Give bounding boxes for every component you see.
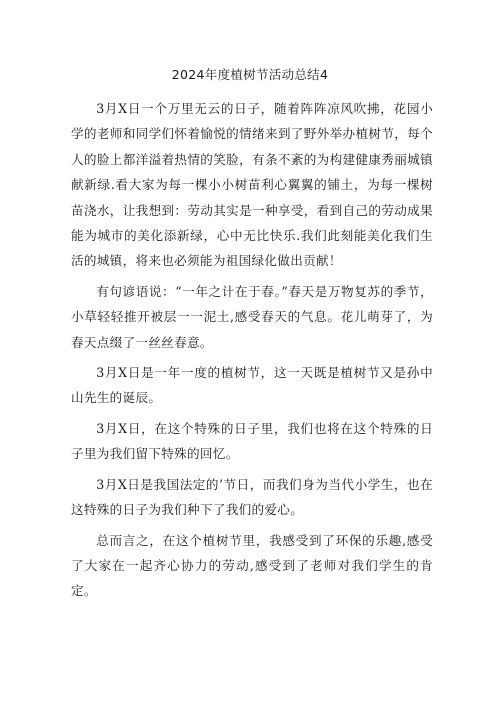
paragraph-conclusion: 总而言之，在这个植树节里，我感受到了环保的乐趣,感受了大家在一起齐心协力的劳动,感受到了老师对我们学生的肯定。 [71, 532, 433, 599]
paragraph-festival: 3月X日是我国法定的’节日，而我们身为当代小学生，也在这特殊的日子为我们种下了我们的爱心。 [71, 476, 433, 518]
paragraph-intro: 3月X日一个万里无云的日子，随着阵阵凉风吹拂，花园小学的老师和同学们怀着愉悦的情绪来到了野外举办植树节，每个人的脸上都洋溢着热情的笑脸，有条不紊的为构建健康秀丽城镇献新绿.看大家为每一棵小小树苗利心翼翼的铺土，为每一棵树苗浇水，让我想到：劳动其实是一种享受，看到自己的劳动成果能为城市的美化添新绿，心中无比快乐.我们此刻能美化我们生活的城镇，将来也必须能为祖国绿化做出贡献！ [71, 101, 433, 269]
document-title: 2024年度植树节活动总结4 [171, 67, 329, 82]
paragraph-special-day: 3月X日，在这个特殊的日子里，我们也将在这个特殊的日子里为我们留下特殊的回忆。 [71, 420, 433, 462]
document-body [71, 96, 433, 609]
paragraph-arbor-day: 3月X日是一年一度的植树节，这一天既是植树节又是孙中山先生的诞辰。 [71, 365, 433, 406]
paragraph-proverb: 有句谚语说：“一年之计在于春。”春天是万物复苏的季节，小草轻轻推开被层一一泥土,感受春天的气息。花儿萌芽了，为春天点缀了一丝丝春意。 [71, 283, 433, 350]
